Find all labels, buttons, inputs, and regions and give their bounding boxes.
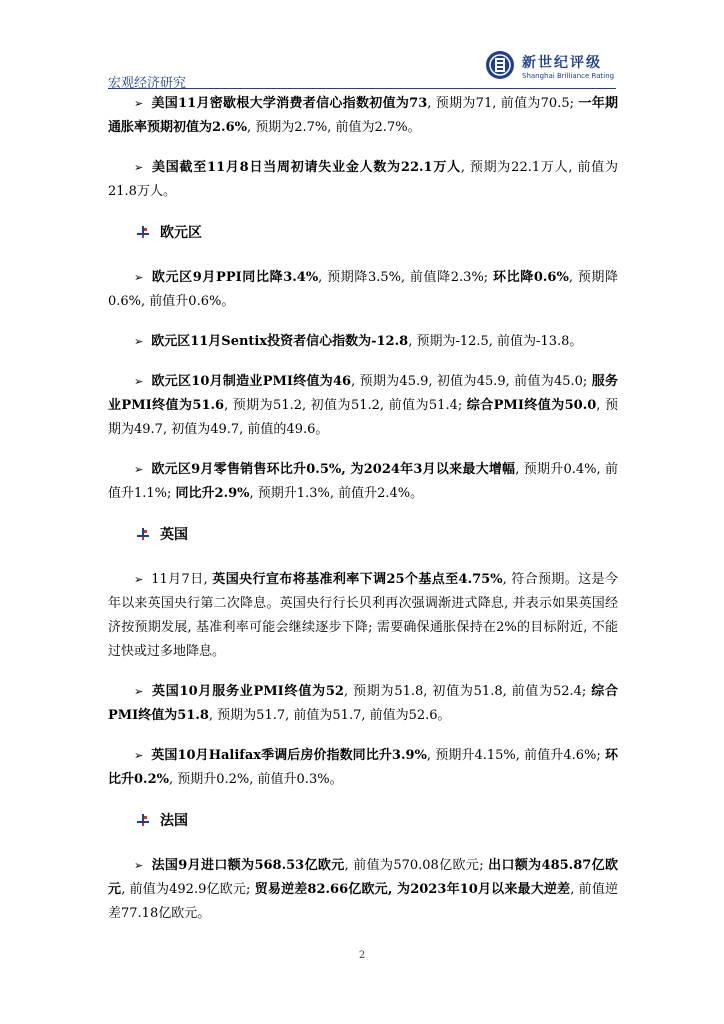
body-text: , 预期为45.9, 初值为45.9, 前值为45.0; (351, 374, 592, 389)
highlight-text: 英国10月服务业PMI终值为52 (151, 684, 344, 699)
news-item (108, 854, 618, 926)
section-heading (108, 808, 618, 832)
page-number: 2 (358, 950, 366, 961)
highlight-text: 出口额为485.87亿欧元 (108, 858, 618, 897)
body-text: , 预期升0.2%, 前值升0.3%。 (168, 772, 343, 787)
section-heading (108, 522, 618, 546)
arrow-bullet-icon: ➢ (134, 161, 144, 174)
document-body (108, 92, 618, 942)
body-text: , 预期为71, 前值为70.5; (427, 96, 579, 111)
body-text: , 预期为51.7, 前值为51.7, 前值为52.6。 (208, 708, 451, 723)
body-text: , 预期升1.3%, 前值升2.4%。 (249, 486, 424, 501)
highlight-text: 环比升0.2% (108, 748, 618, 787)
section-heading (108, 220, 618, 244)
highlight-text: 法国9月进口额为568.53亿欧元 (151, 858, 345, 873)
arrow-bullet-icon: ➢ (134, 335, 144, 348)
highlight-text: 同比升2.9% (175, 486, 250, 501)
news-item (108, 330, 618, 354)
logo-chinese-name: 新世纪评级 (522, 55, 602, 71)
body-text: , 预期为2.7%, 前值为2.7%。 (246, 120, 421, 135)
body-text: , 预期为51.2, 初值为51.2, 前值为51.4; (224, 398, 467, 413)
body-text: , 前值逆差77.18亿欧元。 (108, 882, 618, 921)
body-text: , 预期为49.7, 初值为49.7, 前值的49.6。 (108, 398, 618, 437)
arrow-bullet-icon: ➢ (134, 685, 144, 698)
body-text: , 预期升0.4%, 前值升1.1%; (108, 462, 618, 501)
section-title: 欧元区 (160, 225, 202, 241)
highlight-text: 贸易逆差82.66亿欧元, 为2023年10月以来最大逆差 (254, 882, 571, 897)
body-text: , 符合预期。这是今年以来英国央行第二次降息。英国央行行长贝利再次强调渐进式降息, 并表示如果英国经济按预期发展, 基准利率可能会继续逐步下降; 需要确保通胀保持在2%的目标附近, 不能过快或过多地降息。 (108, 572, 619, 659)
section-marker-icon (136, 527, 150, 541)
news-item (108, 92, 618, 140)
body-text: , 预期升4.15%, 前值升4.6%; (426, 748, 605, 763)
body-text: , 预期降0.6%, 前值升0.6%。 (108, 270, 618, 309)
highlight-text: 一年期通胀率预期初值为2.6% (108, 96, 618, 135)
header-divider (108, 88, 616, 89)
arrow-bullet-icon: ➢ (134, 859, 144, 872)
body-text: , 预期为22.1万人, 前值为21.8万人。 (108, 160, 618, 199)
header-section-title: 宏观经济研究 (108, 76, 187, 91)
body-text: 11月7日, (151, 572, 213, 587)
arrow-bullet-icon: ➢ (134, 463, 144, 476)
highlight-text: 综合PMI终值为50.0 (466, 398, 597, 413)
body-text: , 预期降3.5%, 前值降2.3%; (318, 270, 493, 285)
highlight-text: 综合PMI终值为51.8 (108, 684, 618, 723)
highlight-text: 服务业PMI终值为51.6 (108, 374, 618, 413)
highlight-text: 环比降0.6% (492, 270, 569, 285)
arrow-bullet-icon: ➢ (134, 97, 144, 110)
news-item (108, 370, 618, 442)
body-text: , 前值为492.9亿欧元; (121, 882, 255, 897)
brilliance-logo-icon (485, 50, 515, 80)
arrow-bullet-icon: ➢ (134, 573, 144, 586)
highlight-text: 美国11月密歇根大学消费者信心指数初值为73 (151, 96, 428, 111)
news-item (108, 680, 618, 728)
highlight-text: 欧元区11月Sentix投资者信心指数为-12.8 (151, 334, 409, 349)
company-logo (485, 50, 615, 84)
body-text: , 预期为-12.5, 前值为-13.8。 (408, 334, 583, 349)
highlight-text: 欧元区9月零售销售环比升0.5%, 为2024年3月以来最大增幅 (151, 462, 516, 477)
section-title: 法国 (160, 813, 188, 829)
section-marker-icon (136, 225, 150, 239)
news-item (108, 156, 618, 204)
highlight-text: 美国截至11月8日当周初请失业金人数为22.1万人 (151, 160, 461, 175)
logo-english-name: Shanghai Brilliance Rating (522, 72, 615, 80)
arrow-bullet-icon: ➢ (134, 749, 144, 762)
news-item (108, 744, 618, 792)
news-item (108, 568, 618, 664)
news-item (108, 266, 618, 314)
section-title: 英国 (160, 527, 188, 543)
arrow-bullet-icon: ➢ (134, 375, 144, 388)
body-text: , 前值为570.08亿欧元; (344, 858, 489, 873)
news-item (108, 458, 618, 506)
body-text: , 预期为51.8, 初值为51.8, 前值为52.4; (343, 684, 592, 699)
section-marker-icon (136, 813, 150, 827)
highlight-text: 英国10月Halifax季调后房价指数同比升3.9% (151, 748, 427, 763)
arrow-bullet-icon: ➢ (134, 271, 144, 284)
highlight-text: 欧元区10月制造业PMI终值为46 (151, 374, 352, 389)
highlight-text: 欧元区9月PPI同比降3.4% (151, 270, 319, 285)
highlight-text: 英国央行宣布将基准利率下调25个基点至4.75% (212, 572, 503, 587)
